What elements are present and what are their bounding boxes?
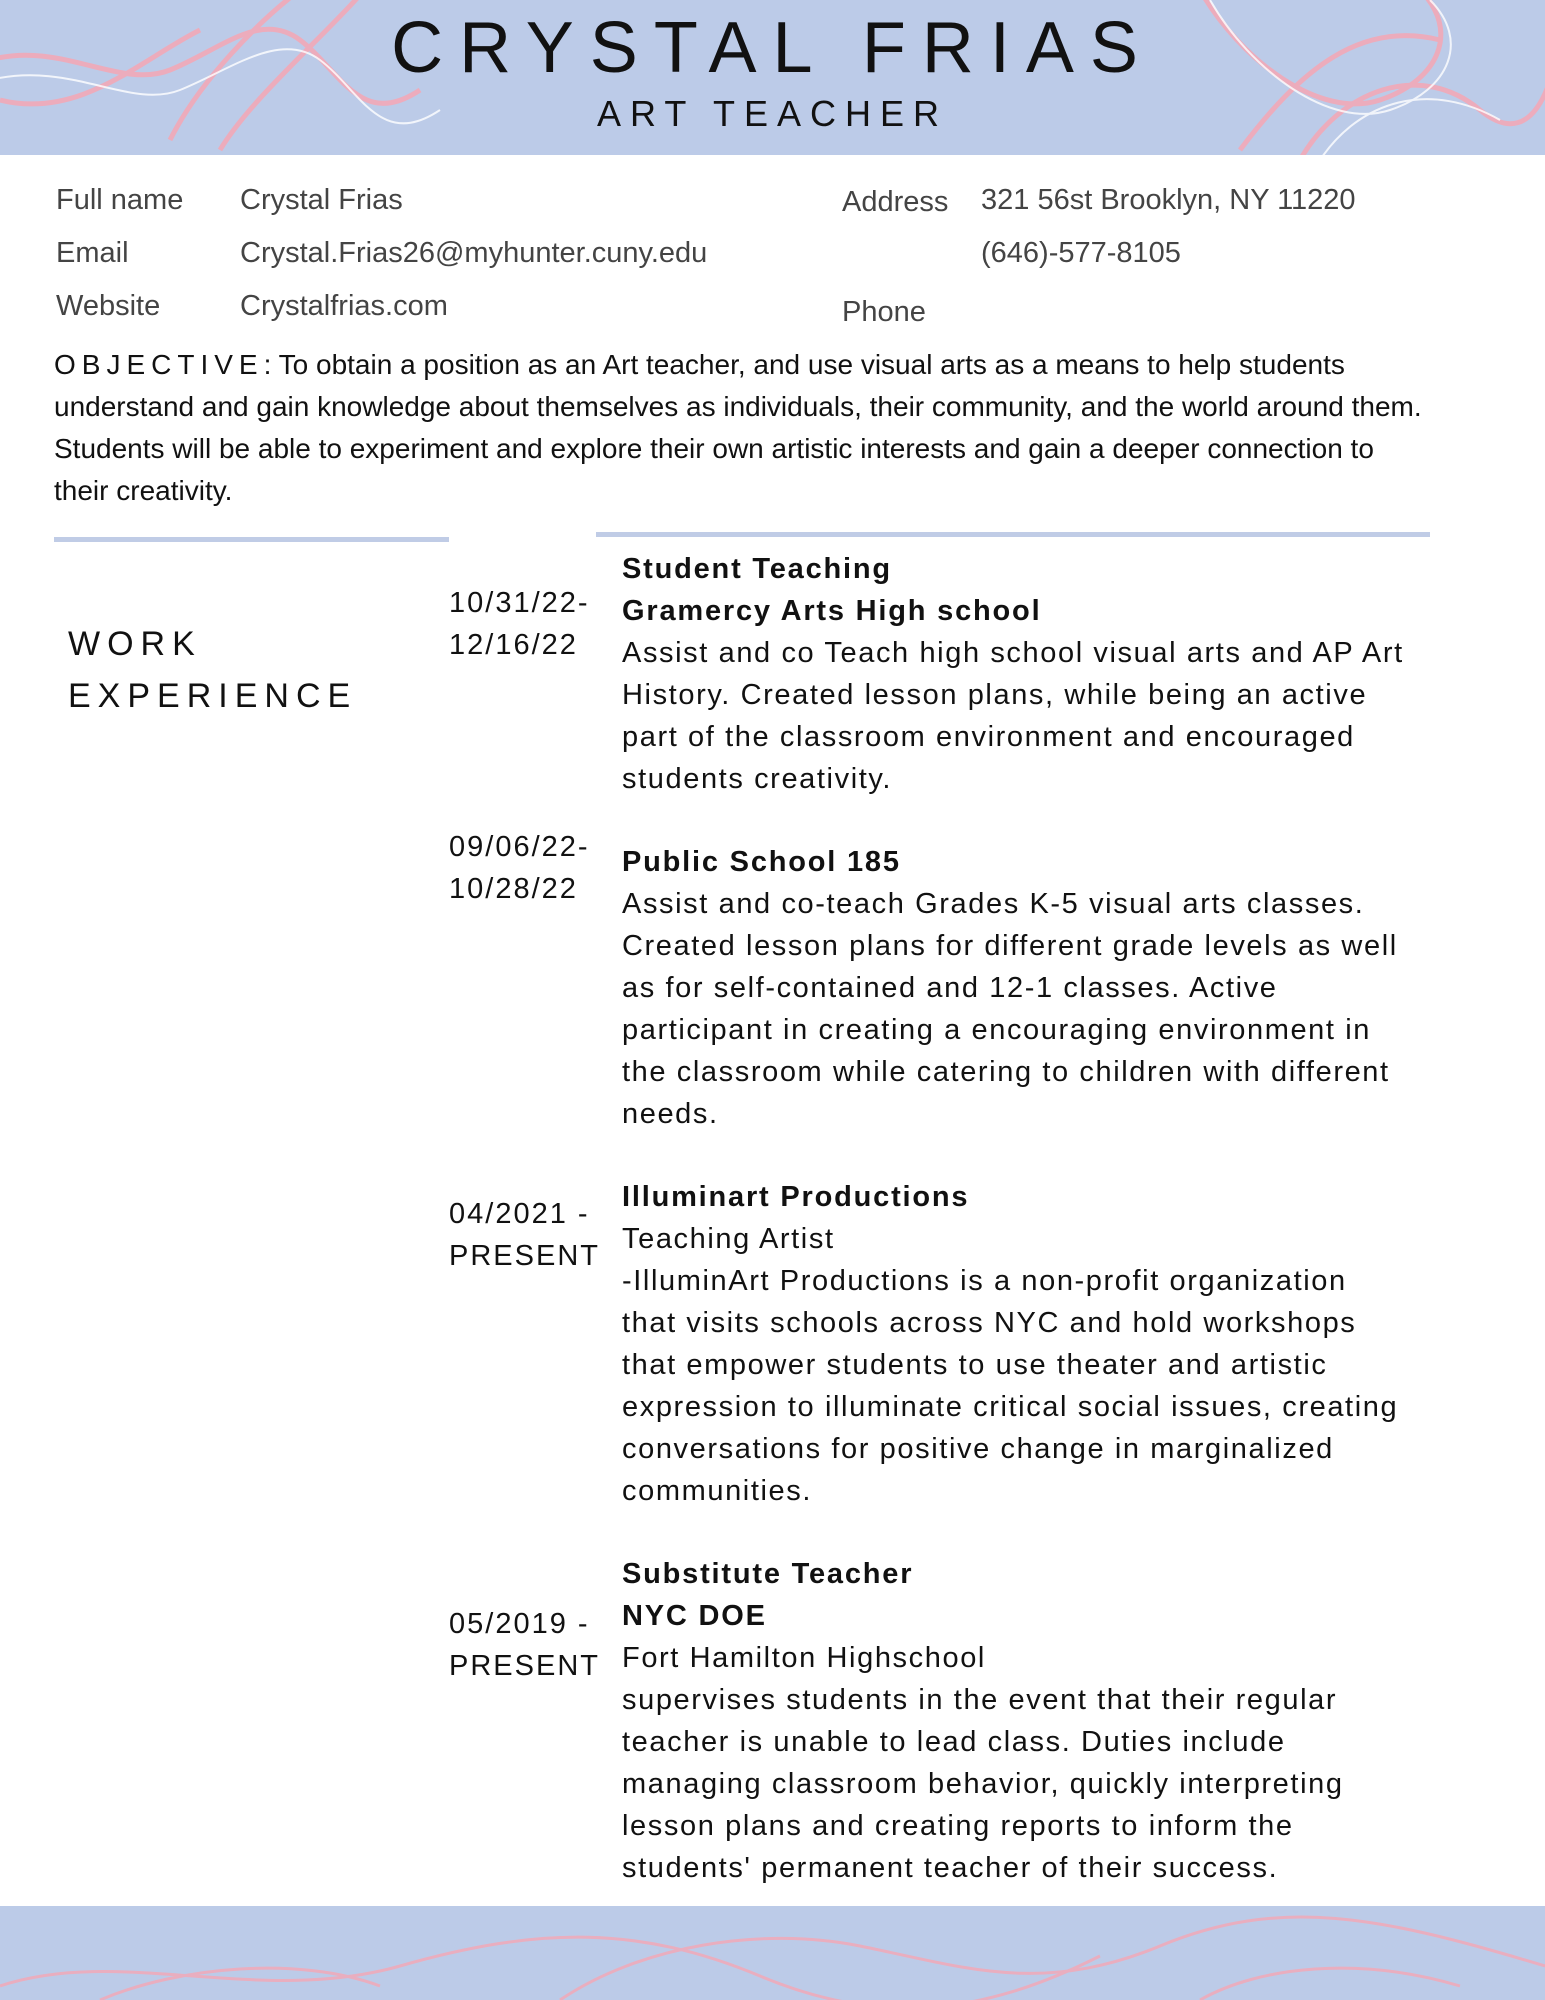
date-start: 05/2019 - xyxy=(449,1608,590,1640)
section-divider-right xyxy=(596,532,1430,537)
date-end: PRESENT xyxy=(449,1650,600,1682)
candidate-name: CRYSTAL FRIAS xyxy=(391,8,1154,88)
date-start: 09/06/22- xyxy=(449,831,590,863)
experience-entry xyxy=(622,1176,1442,1512)
entry-description: Assist and co Teach high school visual arts and AP Art History. Created lesson plans, while being an active part of the classroom environment and encouraged students creativity. xyxy=(622,637,1404,795)
entry-role: Teaching Artist xyxy=(622,1223,835,1255)
entry-subheading: Gramercy Arts High school xyxy=(622,595,1042,627)
website-value[interactable]: Crystalfrias.com xyxy=(240,290,448,322)
entry-description: Assist and co-teach Grades K-5 visual arts classes. Created lesson plans for different grade levels as well as for self-contained and 12-1 classes. Active participant in creating a encouraging environment in the classroom while catering to children with different needs. xyxy=(622,888,1398,1130)
entry-date xyxy=(449,1603,600,1687)
entry-date xyxy=(449,826,590,910)
swirl-decoration-icon xyxy=(0,1906,1545,2000)
date-end: 10/28/22 xyxy=(449,873,578,905)
entry-heading: Student Teaching xyxy=(622,553,892,585)
entry-role: Fort Hamilton Highschool xyxy=(622,1642,986,1674)
experience-entry xyxy=(622,1553,1442,1889)
footer-band xyxy=(0,1906,1545,2000)
work-title-line2: EXPERIENCE xyxy=(68,677,358,715)
section-divider-left xyxy=(54,537,449,542)
email-value[interactable]: Crystal.Frias26@myhunter.cuny.edu xyxy=(240,237,708,269)
entry-date xyxy=(449,1193,600,1277)
date-start: 04/2021 - xyxy=(449,1198,590,1230)
full-name-label: Full name xyxy=(56,184,184,216)
entry-subheading: NYC DOE xyxy=(622,1600,767,1632)
full-name-value: Crystal Frias xyxy=(240,184,403,216)
experience-entry xyxy=(622,841,1442,1135)
phone-value: (646)-577-8105 xyxy=(981,237,1181,269)
address-value: 321 56st Brooklyn, NY 11220 xyxy=(981,184,1356,216)
email-label: Email xyxy=(56,237,129,269)
header-band xyxy=(0,0,1545,155)
objective-text: : To obtain a position as an Art teacher, and use visual arts as a means to help students understand and gain knowledge about themselves as individuals, their community, and the world around them. Students will be able to experiment and explore their own artistic interests and gain a deeper connection to their creativity. xyxy=(54,349,1422,506)
candidate-role: ART TEACHER xyxy=(596,93,949,134)
entry-heading: Substitute Teacher xyxy=(622,1558,914,1590)
objective-paragraph xyxy=(54,344,1424,512)
objective-heading: OBJECTIVE xyxy=(54,349,264,380)
work-title-line1: WORK xyxy=(68,625,202,663)
date-start: 10/31/22- xyxy=(449,587,590,619)
date-end: PRESENT xyxy=(449,1240,600,1272)
entry-description: -IlluminArt Productions is a non-profit organization that visits schools across NYC and hold workshops that empower students to use theater and artistic expression to illuminate critical social issues, creating conversations for positive change in marginalized communities. xyxy=(622,1265,1399,1507)
date-end: 12/16/22 xyxy=(449,629,578,661)
entry-heading: Public School 185 xyxy=(622,846,901,878)
website-label: Website xyxy=(56,290,161,322)
entry-heading: Illuminart Productions xyxy=(622,1181,970,1213)
experience-entry xyxy=(622,548,1442,800)
entry-date xyxy=(449,582,590,666)
address-label: Address xyxy=(842,186,949,218)
entry-description: supervises students in the event that their regular teacher is unable to lead class. Duties include managing classroom behavior, quickly interpreting lesson plans and creating reports to inform the students' permanent teacher of their success. xyxy=(622,1684,1344,1884)
work-experience-title xyxy=(68,618,357,722)
phone-label: Phone xyxy=(842,296,926,328)
